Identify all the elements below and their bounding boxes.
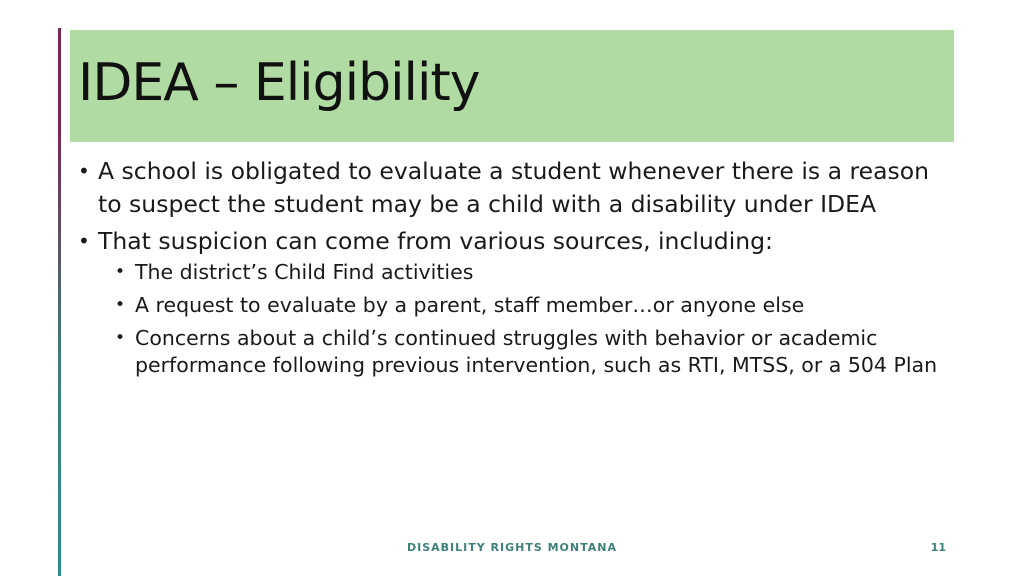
sub-bullet-list [115, 259, 948, 379]
bullet-item [78, 155, 948, 221]
title-band [70, 30, 954, 142]
bullet-item [78, 225, 948, 379]
bullet-text: That suspicion can come from various sources, including: [98, 227, 773, 255]
page-number: 11 [930, 541, 946, 554]
sub-bullet-item [115, 259, 948, 286]
sub-bullet-text: Concerns about a child’s continued struggles with behavior or academic performance following previous intervention, such as RTI, MTSS, or a 504 Plan [135, 326, 938, 377]
footer-organization: DISABILITY RIGHTS MONTANA [407, 541, 617, 554]
sub-bullet-item [115, 292, 948, 319]
sub-bullet-text: The district’s Child Find activities [135, 260, 474, 284]
bullet-text: A school is obligated to evaluate a student whenever there is a reason to suspect the student may be a child with a disability under IDEA [98, 157, 929, 218]
sub-bullet-item [115, 325, 948, 379]
accent-line [58, 28, 61, 576]
sub-bullet-text: A request to evaluate by a parent, staff member…or anyone else [135, 293, 805, 317]
slide-title: IDEA – Eligibility [78, 53, 480, 113]
slide-content [78, 155, 948, 385]
bullet-list [78, 155, 948, 379]
